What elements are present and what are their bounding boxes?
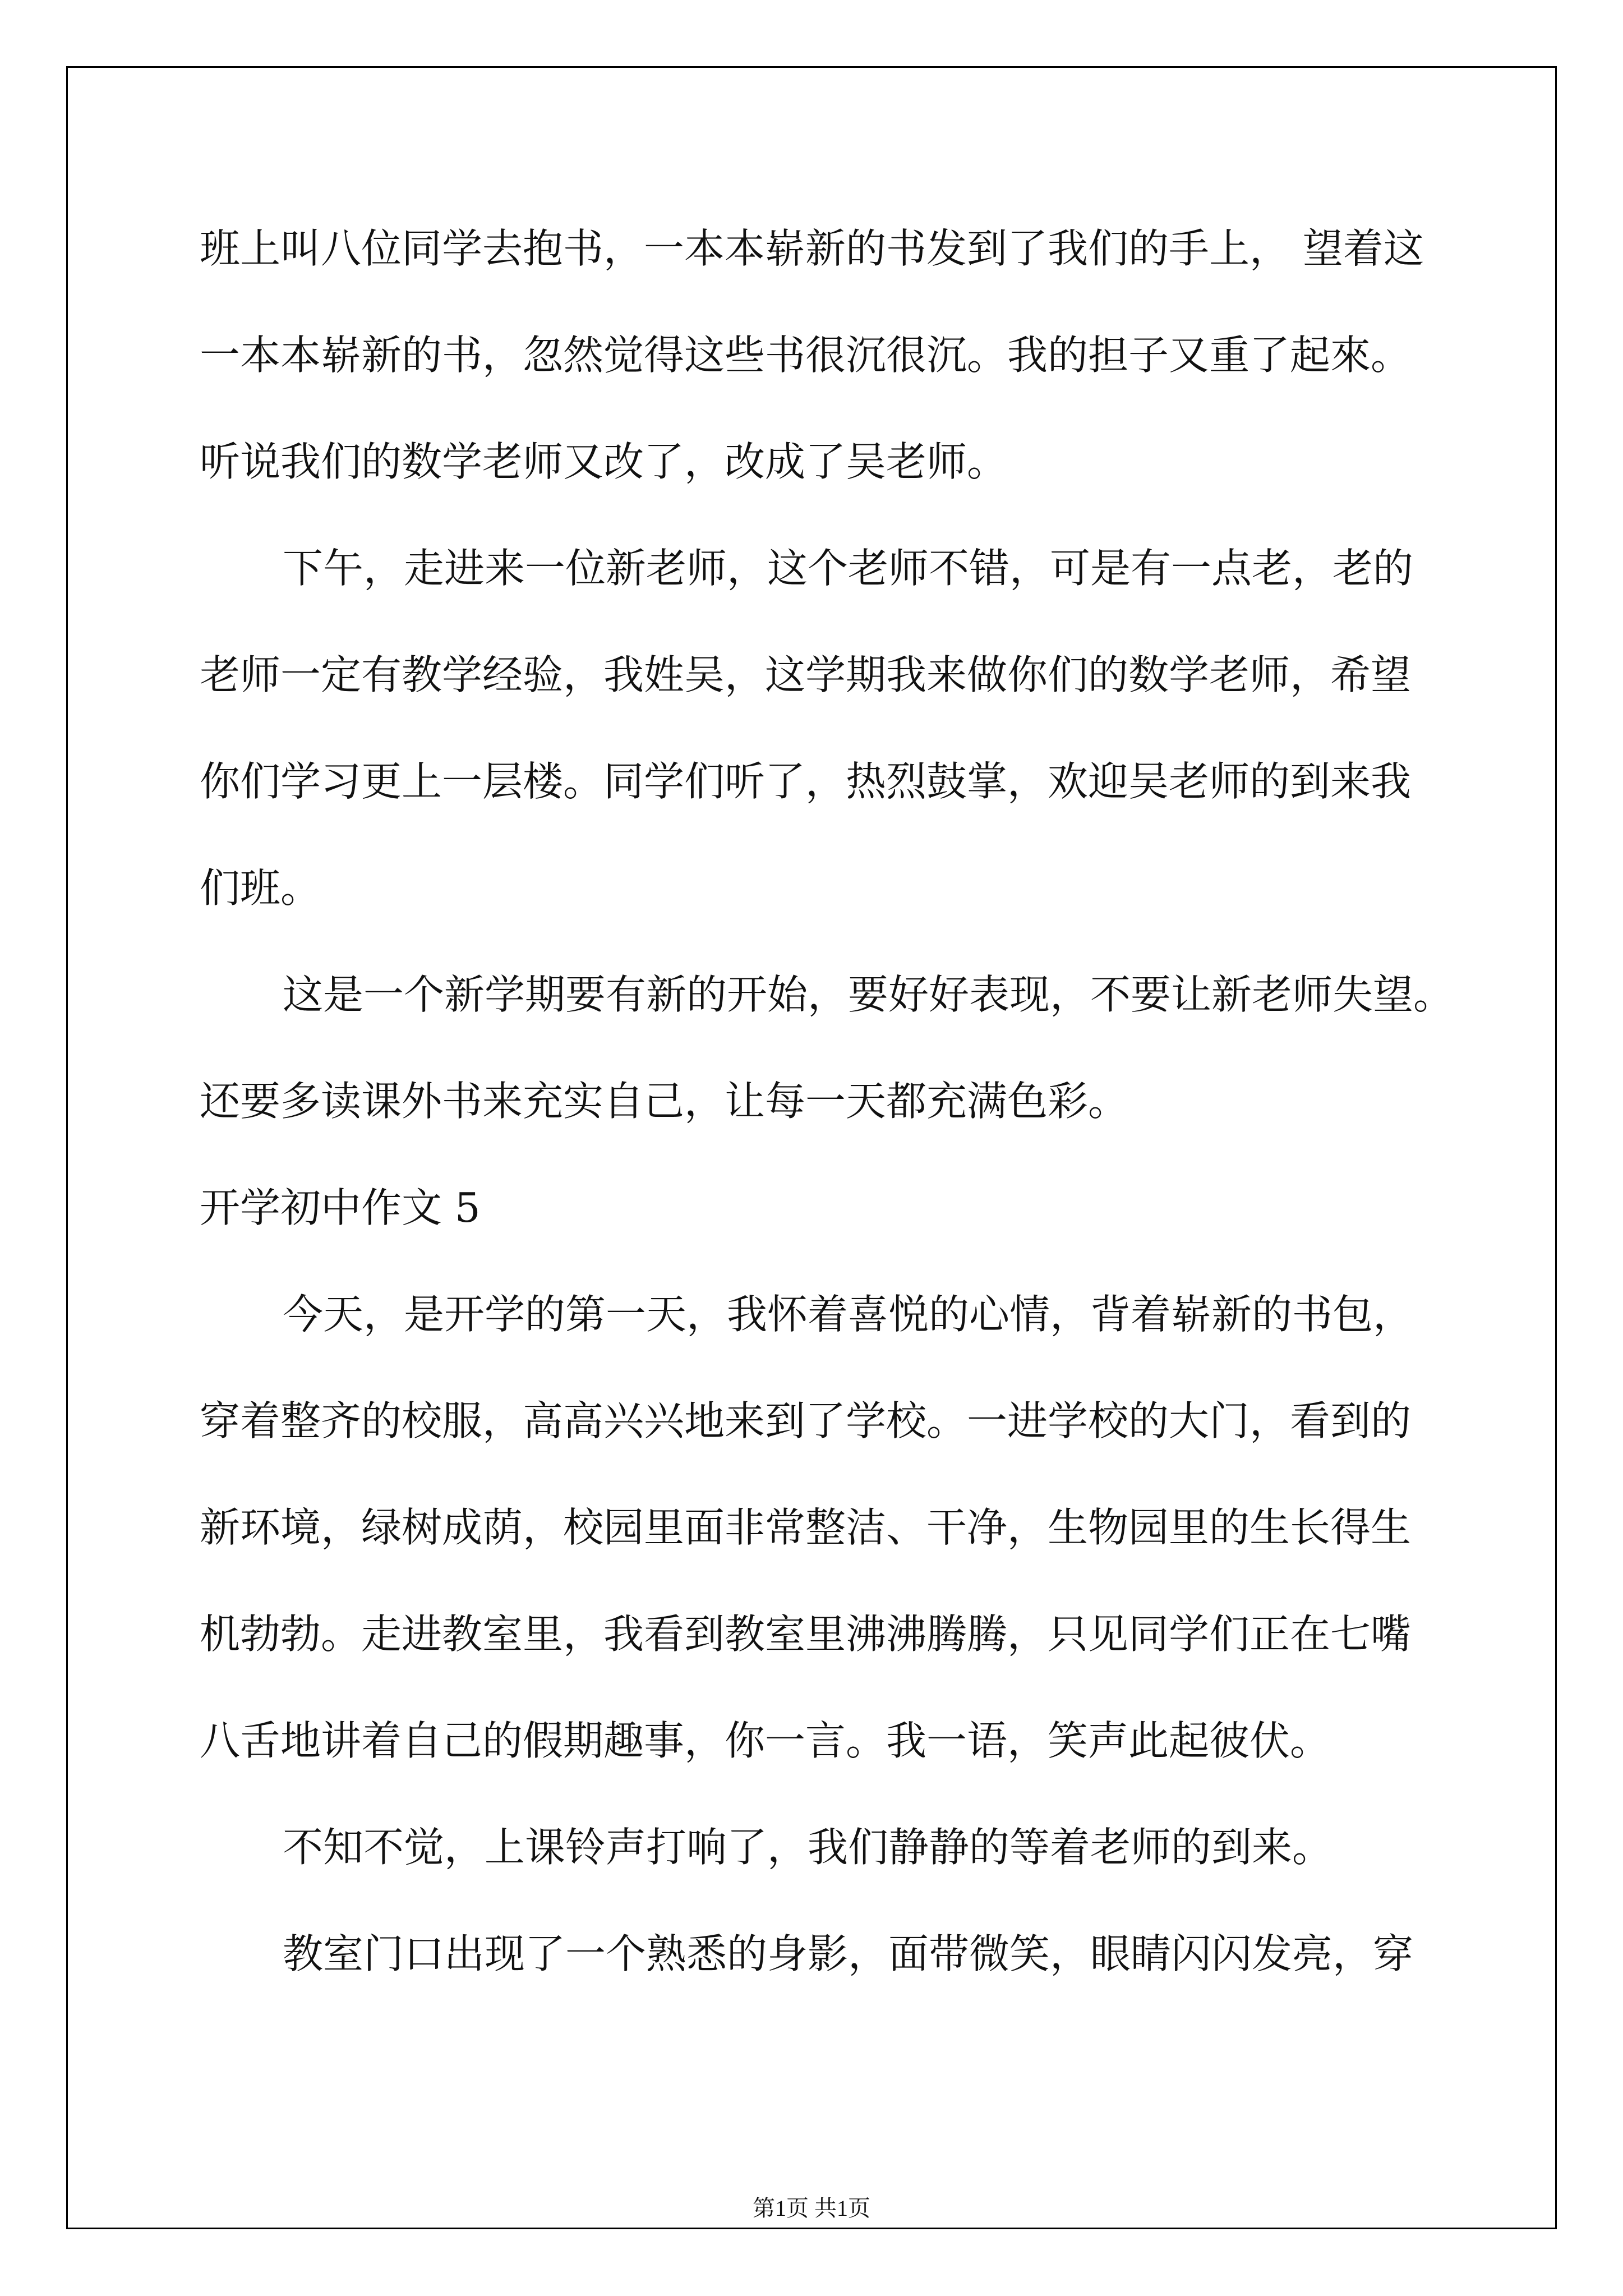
text-line: 一本本崭新的书，忽然觉得这些书很沉很沉。我的担子又重了起來。 xyxy=(200,332,1412,379)
text-line: 老师一定有教学经验，我姓吴，这学期我来做你们的数学老师，希望 xyxy=(200,651,1412,698)
paragraph-start-line: 教室门口出现了一个熟悉的身影，面带微笑，眼睛闪闪发亮，穿 xyxy=(283,1930,1414,1977)
text-line: 班上叫八位同学去抱书，一本本崭新的书发到了我们的手上， 望着这 xyxy=(200,225,1424,272)
section-heading: 开学初中作文 5 xyxy=(200,1184,481,1231)
text-line: 还要多读课外书来充实自己，让每一天都充满色彩。 xyxy=(200,1078,1129,1125)
page-border xyxy=(66,66,1557,2229)
page-number-footer: 第1页 共1页 xyxy=(753,2196,870,2221)
paragraph-start-line: 不知不觉，上课铃声打响了，我们静静的等着老师的到来。 xyxy=(283,1824,1333,1871)
text-line: 穿着整齐的校服，高高兴兴地来到了学校。一进学校的大门，看到的 xyxy=(200,1397,1412,1444)
paragraph-start-line: 这是一个新学期要有新的开始，要好好表现，不要让新老师失望。 xyxy=(283,971,1454,1018)
text-line: 听说我们的数学老师又改了，改成了吴老师。 xyxy=(200,438,1008,485)
paragraph-start-line: 今天，是开学的第一天，我怀着喜悦的心情，背着崭新的书包， xyxy=(283,1291,1414,1338)
paragraph-start-line: 下午，走进来一位新老师，这个老师不错，可是有一点老，老的 xyxy=(283,545,1414,592)
text-line: 新环境，绿树成荫，校园里面非常整洁、干净，生物园里的生长得生 xyxy=(200,1504,1412,1551)
text-line: 们班。 xyxy=(200,864,321,912)
text-line: 你们学习更上一层楼。同学们听了，热烈鼓掌，欢迎吴老师的到来我 xyxy=(200,758,1412,805)
text-line: 机勃勃。走进教室里，我看到教室里沸沸腾腾，只见同学们正在七嘴 xyxy=(200,1611,1412,1658)
text-line: 八舌地讲着自己的假期趣事，你一言。我一语，笑声此起彼伏。 xyxy=(200,1717,1331,1764)
